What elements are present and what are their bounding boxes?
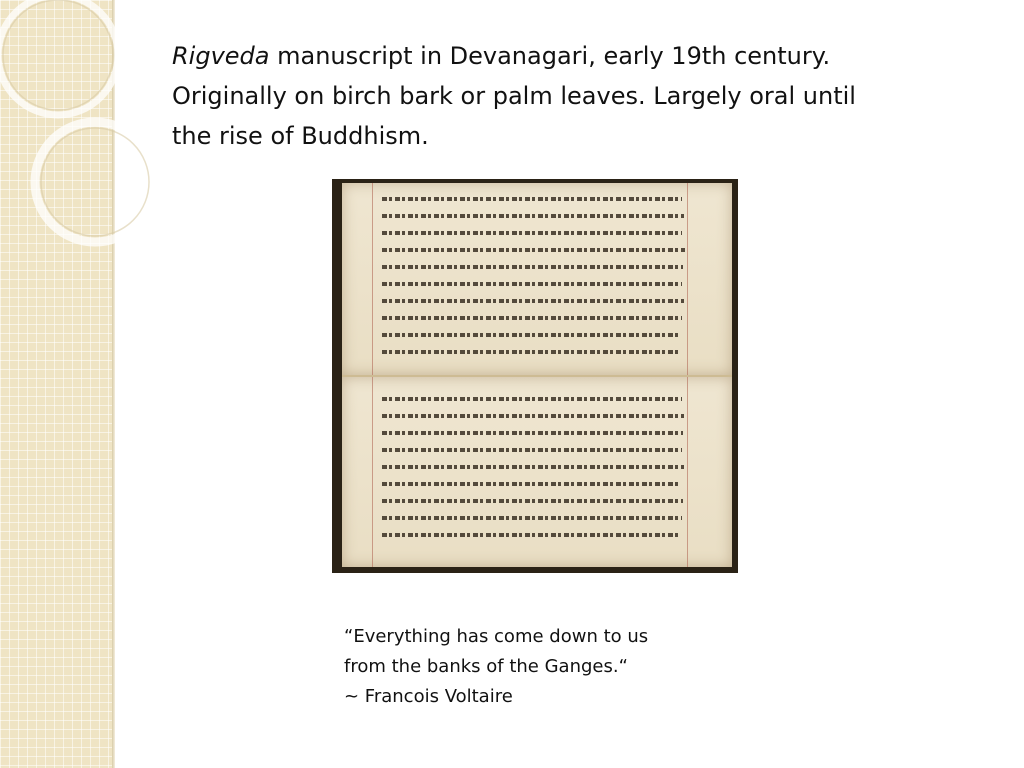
manuscript-image (332, 179, 738, 573)
script-line (382, 299, 684, 303)
quote-line-2: from the banks of the Ganges.“ (344, 656, 628, 677)
heading-title-italic: Rigveda (172, 42, 270, 70)
manuscript-page-bottom (342, 375, 732, 567)
script-line (382, 265, 683, 269)
margin-rule (372, 183, 373, 375)
script-line (382, 350, 678, 354)
script-line (382, 533, 678, 537)
margin-rule (687, 183, 688, 375)
quote-attribution: ~ Francois Voltaire (344, 686, 513, 707)
script-line (382, 516, 682, 520)
script-line (382, 214, 684, 218)
decorative-ring-lower (35, 122, 155, 242)
margin-rule (687, 377, 688, 567)
script-line (382, 482, 681, 486)
script-line (382, 231, 682, 235)
slide-heading (172, 36, 992, 156)
script-line (382, 333, 680, 337)
heading-line-1 (172, 36, 992, 76)
quote-line-1: “Everything has come down to us (344, 626, 649, 647)
margin-rule (372, 377, 373, 567)
script-line (382, 465, 684, 469)
script-line (382, 414, 684, 418)
script-line (382, 248, 685, 252)
script-line (382, 397, 682, 401)
heading-line-3: the rise of Buddhism. (172, 122, 429, 150)
script-line (382, 431, 683, 435)
heading-line-1-rest: manuscript in Devanagari, early 19th century. (269, 42, 831, 70)
voltaire-quote (344, 622, 744, 712)
script-line (382, 197, 682, 201)
script-line (382, 499, 683, 503)
decorative-rings (0, 0, 130, 260)
script-line (382, 282, 682, 286)
script-line (382, 316, 682, 320)
manuscript-page-top (342, 183, 732, 375)
heading-line-2: Originally on birch bark or palm leaves. Largely oral until (172, 82, 856, 110)
script-line (382, 448, 682, 452)
